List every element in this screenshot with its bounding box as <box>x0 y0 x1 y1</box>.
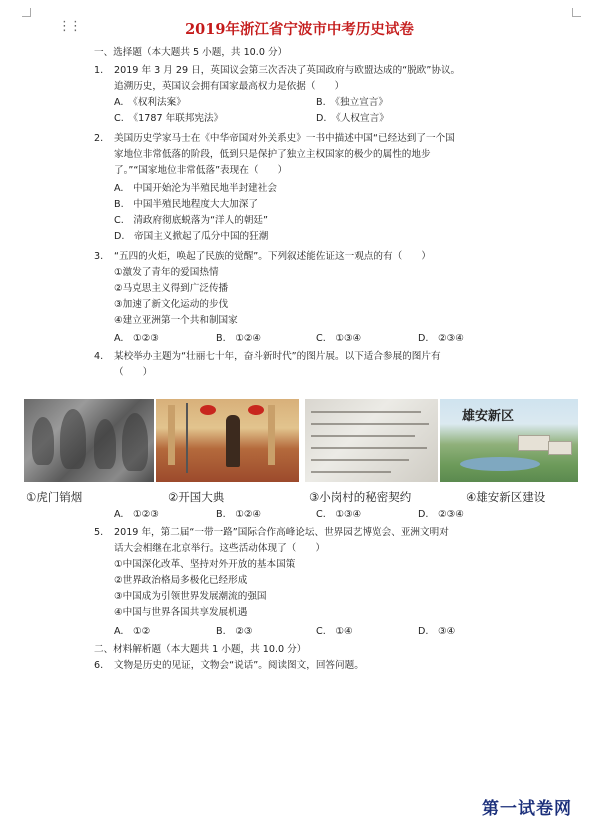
q1-option-a: A. 《权利法案》 <box>114 97 186 108</box>
q2-option-a: A. 中国开始沦为半殖民地半封建社会 <box>114 183 277 194</box>
q5-item-3: ③中国成为引领世界发展潮流的强国 <box>114 591 267 602</box>
q4-option-d: D. ②③④ <box>418 509 464 520</box>
q2-option-d: D. 帝国主义掀起了瓜分中国的狂潮 <box>114 231 269 242</box>
q2-line3: 了。”“国家地位非常低落”表现在（ ） <box>114 165 288 176</box>
q4-line2: （ ） <box>114 367 153 378</box>
caption-1: ①虎门销烟 <box>26 490 83 504</box>
drag-handle-icon[interactable]: ⋮⋮ <box>58 19 80 34</box>
caption-4: ④雄安新区建设 <box>466 490 546 504</box>
q3-line1: “五四的火炬，唤起了民族的觉醒”。下列叙述能佐证这一观点的有（ ） <box>114 251 431 262</box>
q6-number: 6. <box>94 660 104 671</box>
q2-option-c: C. 清政府彻底蜕落为“洋人的朝廷” <box>114 215 269 226</box>
photo-xiaogang-contract <box>305 399 438 482</box>
q3-item-3: ③加速了新文化运动的步伐 <box>114 299 229 310</box>
q6-line1: 文物是历史的见证，文物会“说话”。阅读图文，回答问题。 <box>114 660 364 671</box>
q2-line2: 家地位非常低落的阶段，低到只是保护了独立主权国家的极少的属性的地步 <box>114 149 431 160</box>
q5-option-d: D. ③④ <box>418 626 456 637</box>
q2-line1: 美国历史学家马士在《中华帝国对外关系史》一书中描述中国“已经达到了一个国 <box>114 133 455 144</box>
corner-mark-left <box>22 8 31 17</box>
q1-option-b: B. 《独立宣言》 <box>316 97 388 108</box>
q4-number: 4. <box>94 351 104 362</box>
q5-option-a: A. ①② <box>114 626 151 637</box>
section-heading-choice: 一、选择题（本大题共 5 小题，共 10.0 分） <box>94 47 288 58</box>
q1-option-c: C. 《1787 年联邦宪法》 <box>114 113 224 124</box>
q5-item-1: ①中国深化改革、坚持对外开放的基本国策 <box>114 559 296 570</box>
section-heading-material: 二、材料解析题（本大题共 1 小题，共 10.0 分） <box>94 644 307 655</box>
q4-line1: 某校举办主题为“壮丽七十年，奋斗新时代”的图片展。以下适合参展的图片有 <box>114 351 441 362</box>
exam-title: 2019年浙江省宁波市中考历史试卷 <box>185 21 414 38</box>
q5-option-b: B. ②③ <box>216 626 253 637</box>
q1-line2: 追溯历史，英国议会拥有国家最高权力是依据（ ） <box>114 81 345 92</box>
corner-mark-right <box>572 8 581 17</box>
q5-number: 5. <box>94 527 104 538</box>
q2-option-b: B. 中国半殖民地程度大大加深了 <box>114 199 258 210</box>
photo-xiongan-new-area <box>440 399 578 482</box>
q3-item-2: ②马克思主义得到广泛传播 <box>114 283 229 294</box>
photo-founding-ceremony <box>156 399 299 482</box>
watermark-logo: 第一试卷网 <box>482 799 572 819</box>
q3-option-d: D. ②③④ <box>418 333 464 344</box>
q3-item-4: ④建立亚洲第一个共和制国家 <box>114 315 238 326</box>
q1-line1: 2019 年 3 月 29 日，英国议会第三次否决了英国政府与欧盟达成的“脱欧”协议。 <box>114 65 461 76</box>
q3-option-c: C. ①③④ <box>316 333 362 344</box>
q4-option-b: B. ①②④ <box>216 509 262 520</box>
q5-item-2: ②世界政治格局多极化已经形成 <box>114 575 248 586</box>
q5-option-c: C. ①④ <box>316 626 353 637</box>
q3-option-b: B. ①②④ <box>216 333 262 344</box>
photo-humen-opium-relief <box>24 399 154 482</box>
q2-number: 2. <box>94 133 104 144</box>
q5-line2: 话大会相继在北京举行。这些活动体现了（ ） <box>114 543 326 554</box>
caption-2: ②开国大典 <box>168 490 225 504</box>
q4-option-c: C. ①③④ <box>316 509 362 520</box>
q1-number: 1. <box>94 65 104 76</box>
q1-option-d: D. 《人权宣言》 <box>316 113 389 124</box>
q3-option-a: A. ①②③ <box>114 333 159 344</box>
q5-line1: 2019 年，第二届“一带一路”国际合作高峰论坛、世界园艺博览会、亚洲文明对 <box>114 527 449 538</box>
q5-item-4: ④中国与世界各国共享发展机遇 <box>114 607 248 618</box>
photo4-label: 雄安新区 <box>462 409 515 424</box>
q3-item-1: ①激发了青年的爱国热情 <box>114 267 219 278</box>
q4-option-a: A. ①②③ <box>114 509 159 520</box>
q3-number: 3. <box>94 251 104 262</box>
caption-3: ③小岗村的秘密契约 <box>309 490 412 504</box>
